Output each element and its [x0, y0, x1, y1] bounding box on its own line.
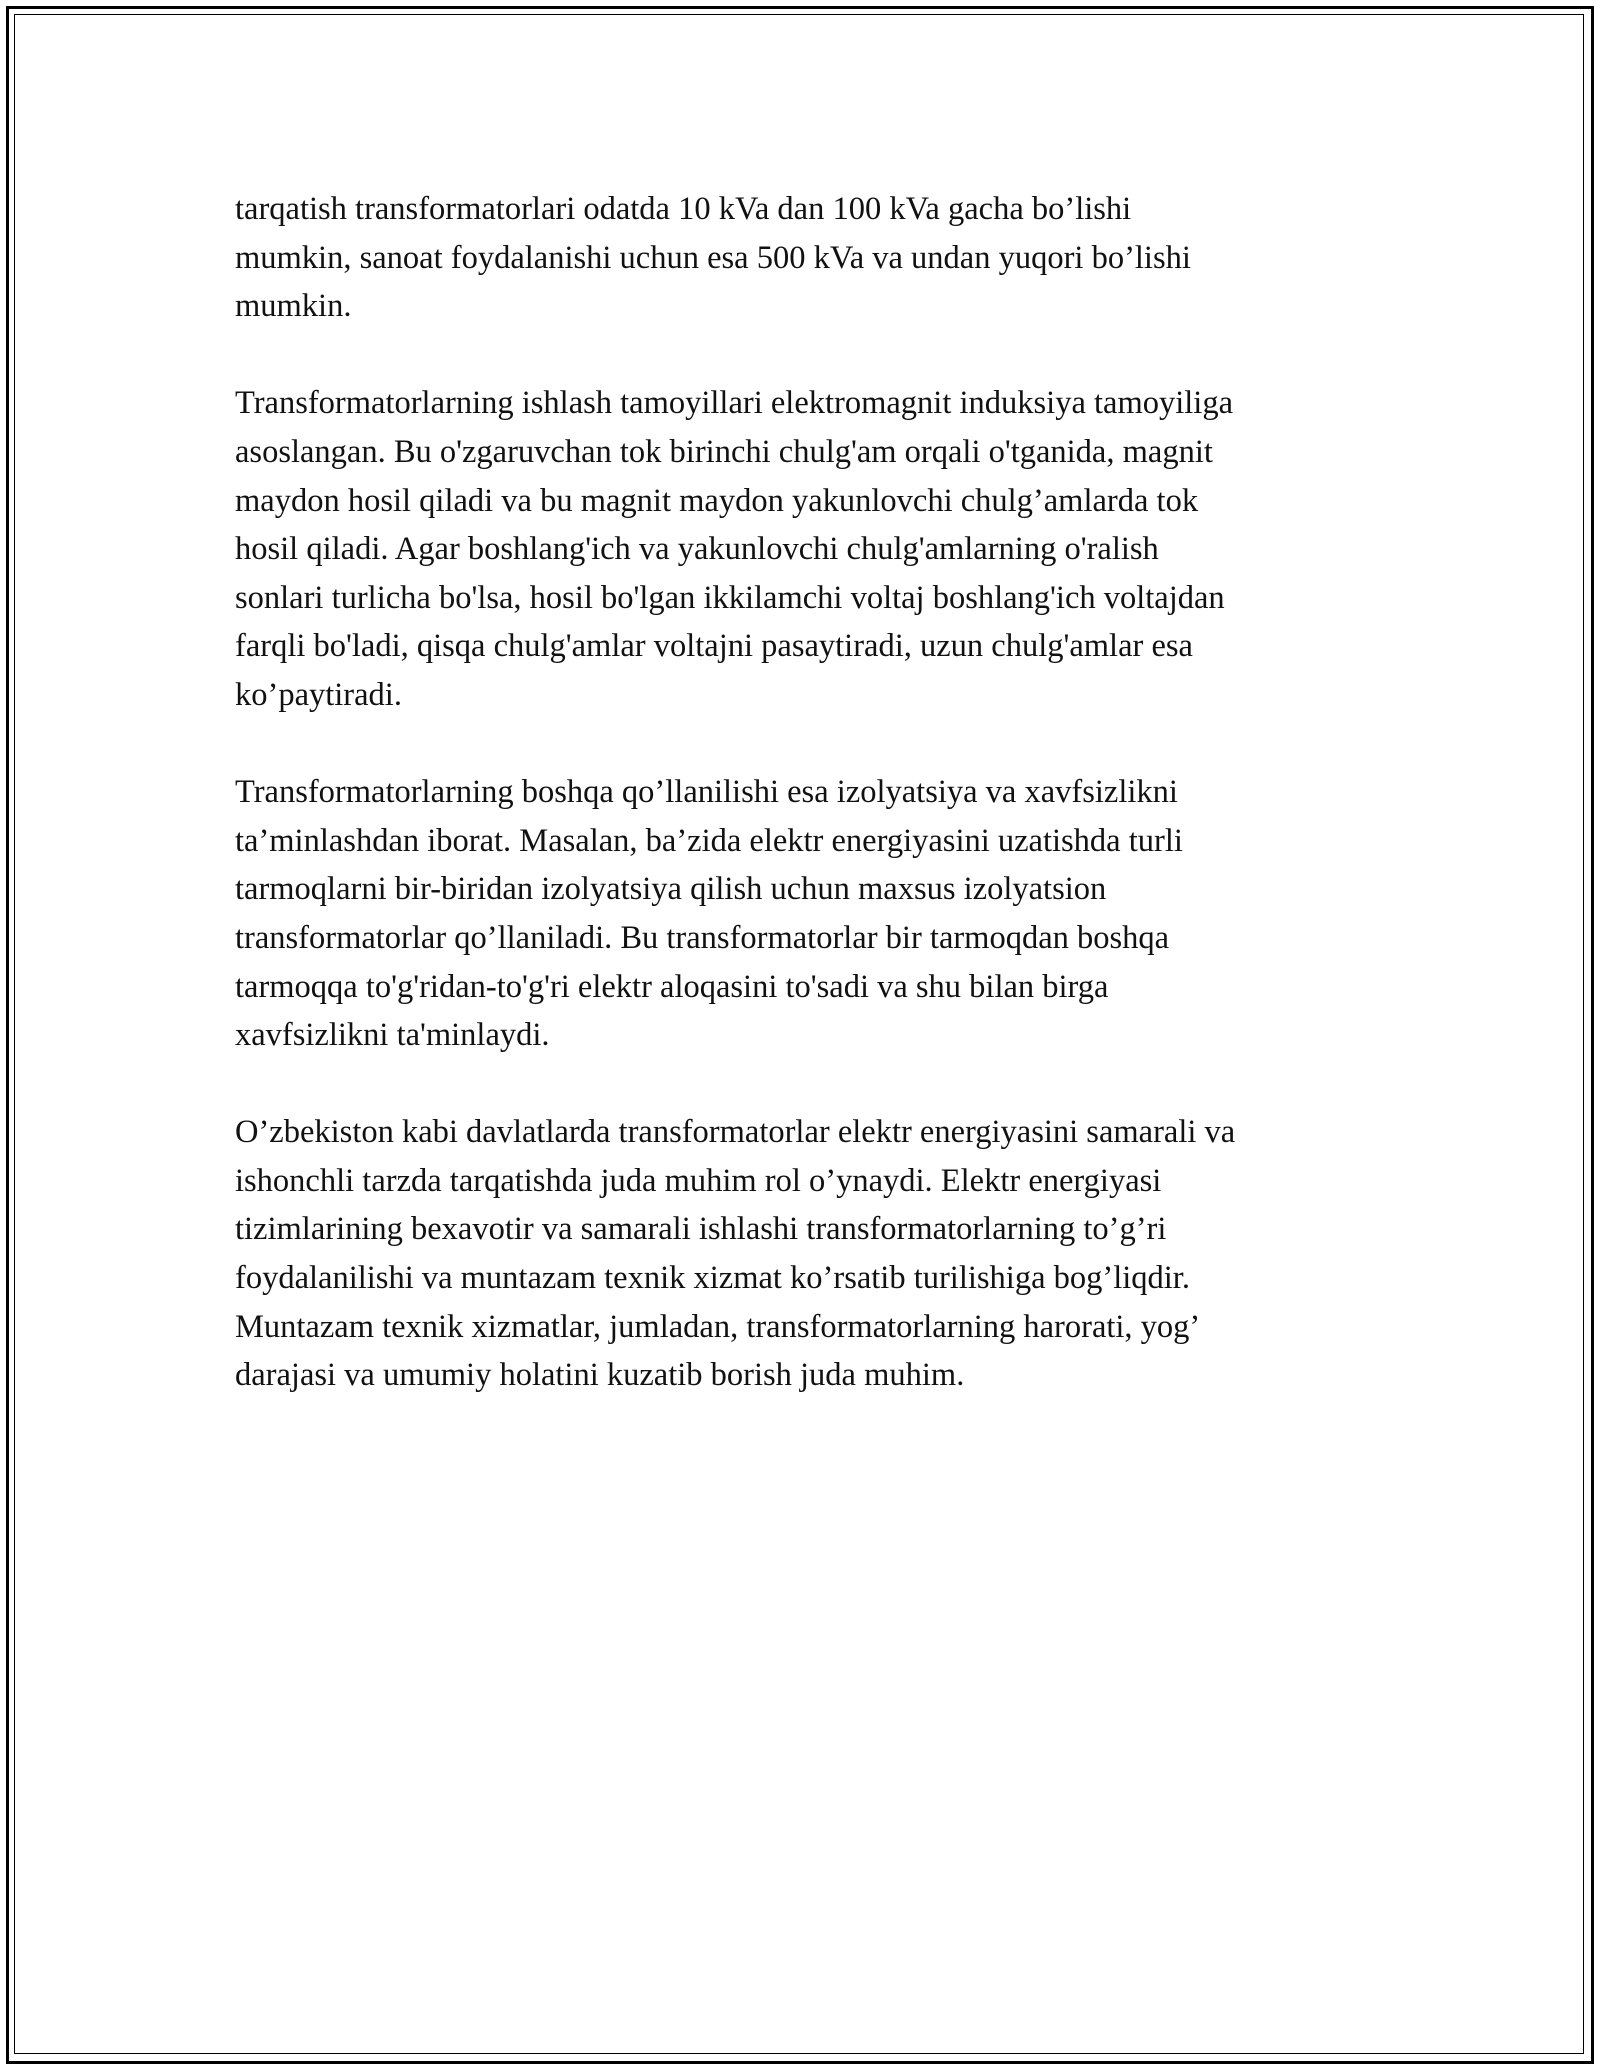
text-line: Transformatorlarning ishlash tamoyillari elektromagnit induksiya tamoyiliga [235, 385, 1233, 422]
text-line: farqli bo'ladi, qisqa chulg'amlar voltajni pasaytiradi, uzun chulg'amlar esa [235, 628, 1193, 665]
text-line: ko’paytiradi. [235, 676, 402, 713]
text-line: transformatorlar qo’llaniladi. Bu transformatorlar bir tarmoqdan boshqa [235, 919, 1170, 956]
text-line: Muntazam texnik xizmatlar, jumladan, transformatorlarning harorati, yog’ [235, 1308, 1201, 1345]
paragraph-3 [235, 768, 1385, 1060]
text-line: Transformatorlarning boshqa qo’llanilishi esa izolyatsiya va xavfsizlikni [235, 774, 1178, 811]
text-line: asoslangan. Bu o'zgaruvchan tok birinchi chulg'am orqali o'tganida, magnit [235, 433, 1213, 470]
text-line: sonlari turlicha bo'lsa, hosil bo'lgan ikkilamchi voltaj boshlang'ich voltajdan [235, 579, 1225, 616]
paragraph-2 [235, 379, 1385, 719]
text-line: ishonchli tarzda tarqatishda juda muhim rol o’ynaydi. Elektr energiyasi [235, 1162, 1162, 1199]
text-line: foydalanilishi va muntazam texnik xizmat ko’rsatib turilishiga bog’liqdir. [235, 1260, 1190, 1297]
text-line: ta’minlashdan iborat. Masalan, ba’zida elektr energiyasini uzatishda turli [235, 822, 1183, 859]
text-line: darajasi va umumiy holatini kuzatib borish juda muhim. [235, 1357, 965, 1394]
text-line: mumkin. [235, 288, 352, 325]
text-line: tarmoqlarni bir-biridan izolyatsiya qilish uchun maxsus izolyatsion [235, 871, 1107, 908]
text-line: tarqatish transformatorlari odatda 10 kVa dan 100 kVa gacha bo’lishi [235, 191, 1132, 227]
text-line: O’zbekiston kabi davlatlarda transformatorlar elektr energiyasini samarali va [235, 1114, 1236, 1151]
text-line: mumkin, sanoat foydalanishi uchun esa 500 kVa va undan yuqori bo’lishi [235, 239, 1191, 276]
paragraph-4 [235, 1108, 1385, 1400]
text-line: hosil qiladi. Agar boshlang'ich va yakunlovchi chulg'amlarning o'ralish [235, 531, 1159, 568]
document-body [235, 185, 1385, 1448]
text-line: tizimlarining bexavotir va samarali ishlashi transformatorlarning to’g’ri [235, 1211, 1167, 1248]
paragraph-1 [235, 185, 1385, 331]
text-line: maydon hosil qiladi va bu magnit maydon yakunlovchi chulg’amlarda tok [235, 482, 1199, 519]
text-line: xavfsizlikni ta'minlaydi. [235, 1017, 550, 1054]
text-line: tarmoqqa to'g'ridan-to'g'ri elektr aloqasini to'sadi va shu bilan birga [235, 968, 1109, 1005]
